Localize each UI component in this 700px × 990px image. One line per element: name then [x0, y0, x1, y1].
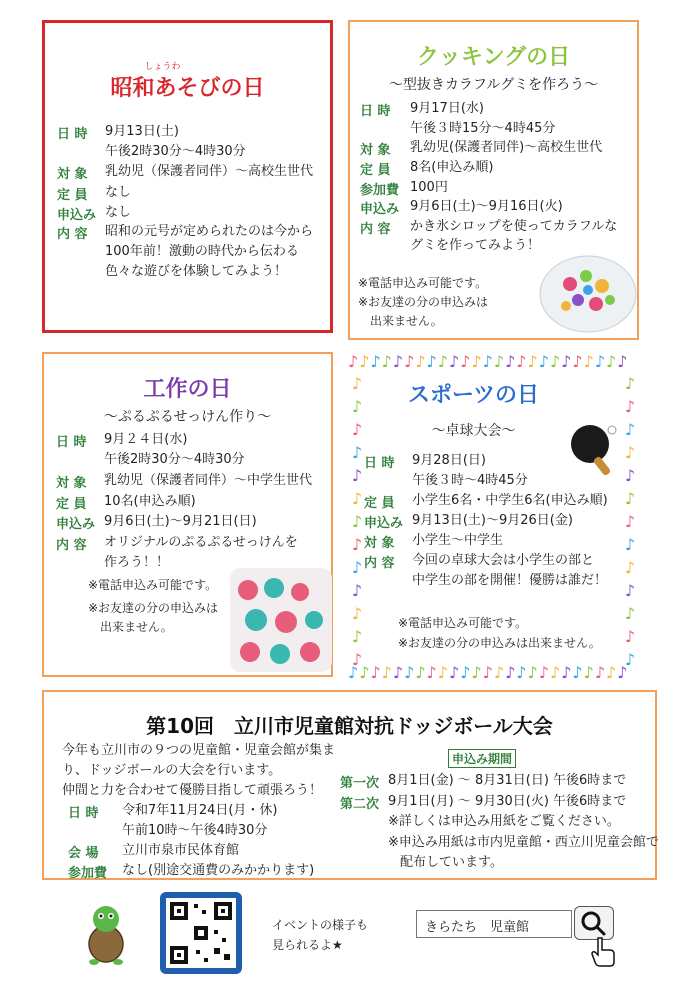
sports-content-line: 今回の卓球大会は小学生の部と [412, 553, 595, 568]
sports-apply: 9月13日(土)～9月26日(金) [412, 513, 573, 528]
dodgeball-round1: 8月1日(金) ～ 8月31日(日) 午後6時まで [388, 773, 627, 788]
dodgeball-time: 午前10時～午後4時30分 [122, 823, 268, 838]
sports-target: 小学生～中学生 [412, 533, 504, 548]
sports-date: 9月28日(日) [412, 453, 486, 468]
craft-label-capacity: 定 員 [56, 497, 87, 512]
cooking-label-capacity: 定 員 [360, 163, 391, 178]
sports-label-content: 内 容 [364, 556, 395, 571]
showa-capacity: なし [105, 185, 132, 200]
dodgeball-fee: なし(別途交通費のみかかります) [122, 863, 315, 878]
showa-label-target: 対 象 [57, 167, 88, 182]
dodgeball-panel [42, 690, 657, 880]
dodgeball-intro-line: り、ドッジボールの大会を行います。 [62, 763, 282, 778]
cooking-apply: 9月6日(土)～9月16日(火) [410, 199, 563, 214]
showa-label-apply: 申込み [57, 208, 97, 223]
showa-time: 午後2時30分～4時30分 [105, 144, 246, 159]
craft-note: 出来ません。 [100, 620, 173, 634]
cooking-fee: 100円 [410, 180, 448, 195]
craft-title: 工作の日 [143, 377, 232, 402]
cooking-content-line: グミを作ってみよう！ [410, 238, 541, 253]
cooking-subtitle: ～型抜きカラフルグミを作ろう～ [388, 77, 599, 93]
cooking-note: ※お友達の分の申込みは [358, 295, 489, 309]
showa-apply: なし [105, 205, 132, 220]
craft-time: 午後2時30分～4時30分 [104, 452, 245, 467]
footer-event-text-line: イベントの様子も [272, 918, 369, 932]
dodgeball-period-label: 申込み期間 [448, 749, 516, 768]
dodgeball-label-datetime: 日 時 [68, 806, 99, 821]
dodgeball-note: ※詳しくは申込み用紙をご覧ください。 [388, 814, 620, 829]
sports-time: 午後３時～4時45分 [412, 473, 528, 488]
dodgeball-label-venue: 会 場 [68, 846, 99, 861]
music-note-border-right: ♪ ♪ ♪ ♪ ♪ ♪ ♪ ♪ ♪ ♪ ♪ ♪ ♪ [624, 374, 636, 669]
pointer-hand-icon [590, 936, 616, 968]
cooking-note: 出来ません。 [370, 314, 443, 328]
sports-label-capacity: 定 員 [364, 496, 395, 511]
dodgeball-round1-label: 第一次 [340, 776, 380, 791]
showa-date: 9月13日(土) [105, 124, 179, 139]
gummy-plate-image [538, 254, 638, 334]
showa-panel [42, 20, 333, 333]
craft-note: ※電話申込み可能です。 [88, 578, 218, 592]
turtle-mascot-icon [84, 904, 128, 968]
search-icon [575, 907, 613, 939]
showa-ruby: しょうわ [144, 62, 181, 72]
sports-capacity: 小学生6名・中学生6名(申込み順) [412, 493, 608, 508]
craft-content-line: 作ろう！！ [104, 555, 170, 570]
cooking-target: 乳幼児(保護者同伴)～高校生世代 [410, 140, 603, 155]
craft-date: 9月２４日(水) [104, 432, 188, 447]
craft-label-content: 内 容 [56, 538, 87, 553]
craft-label-datetime: 日 時 [56, 435, 87, 450]
music-note-border-bottom: ♪♪♪♪♪♪♪♪♪♪♪♪♪♪♪♪♪♪♪♪♪♪♪♪♪ [348, 663, 629, 682]
dodgeball-note: ※申込み用紙は市内児童館・西立川児童会館で [388, 835, 659, 850]
sports-label-target: 対 象 [364, 536, 395, 551]
cooking-time: 午後３時15分～4時45分 [410, 121, 556, 136]
soap-figures-image [230, 568, 332, 672]
sports-title: スポーツの日 [407, 383, 540, 408]
search-box-text: きらたち 児童館 [425, 920, 530, 935]
cooking-content-line: かき氷シロップを使ってカラフルな [410, 219, 618, 234]
cooking-panel [348, 20, 639, 340]
craft-apply: 9月6日(土)～9月21日(日) [104, 514, 257, 529]
craft-content-line: オリジナルのぷるぷるせっけんを [104, 535, 298, 550]
sports-label-datetime: 日 時 [364, 456, 395, 471]
showa-label-capacity: 定 員 [57, 188, 88, 203]
dodgeball-note: 配布しています。 [400, 855, 503, 870]
sports-note: ※お友達の分の申込みは出来ません。 [398, 636, 601, 650]
craft-label-target: 対 象 [56, 476, 87, 491]
sports-note: ※電話申込み可能です。 [398, 616, 528, 630]
search-box[interactable] [416, 910, 572, 938]
cooking-label-apply: 申込み [360, 202, 400, 217]
sports-content-line: 中学生の部を開催！優勝は誰だ！ [412, 573, 608, 588]
showa-target: 乳幼児（保護者同伴）～高校生世代 [105, 164, 314, 179]
showa-content-line: 100年前！激動の時代から伝わる [105, 244, 299, 259]
cooking-label-datetime: 日 時 [360, 104, 391, 119]
dodgeball-title: 第10回 立川市児童館対抗ドッジボール大会 [146, 714, 553, 738]
dodgeball-round2-label: 第二次 [340, 797, 380, 812]
cooking-title: クッキングの日 [416, 45, 571, 70]
craft-panel [42, 352, 333, 677]
dodgeball-label-fee: 参加費 [68, 866, 108, 881]
music-note-border-left: ♪ ♪ ♪ ♪ ♪ ♪ ♪ ♪ ♪ ♪ ♪ ♪ ♪ [351, 374, 363, 669]
cooking-capacity: 8名(申込み順) [410, 160, 494, 175]
craft-target: 乳幼児（保護者同伴）～中学生世代 [104, 473, 313, 488]
cooking-label-fee: 参加費 [360, 183, 400, 198]
sports-panel [348, 352, 639, 682]
cooking-label-content: 内 容 [360, 222, 391, 237]
cooking-note: ※電話申込み可能です。 [358, 276, 488, 290]
showa-label-datetime: 日 時 [57, 127, 88, 142]
cooking-date: 9月17日(水) [410, 101, 484, 116]
showa-content-line: 昭和の元号が定められたのは今から [105, 224, 314, 239]
sports-subtitle: ～卓球大会～ [431, 423, 516, 439]
dodgeball-intro-line: 今年も立川市の９つの児童館・児童会館が集ま [62, 743, 336, 758]
dodgeball-intro-line: 仲間と力を合わせて優勝目指して頑張ろう！ [62, 783, 323, 798]
dodgeball-date: 令和7年11月24日(月・休) [122, 803, 278, 818]
ping-pong-paddle-icon [568, 422, 618, 478]
sports-label-apply: 申込み [364, 516, 404, 531]
dodgeball-round2: 9月1日(月) ～ 9月30日(火) 午後6時まで [388, 794, 627, 809]
showa-title: 昭和あそびの日 [110, 76, 265, 101]
cooking-label-target: 対 象 [360, 143, 391, 158]
showa-content-line: 色々な遊びを体験してみよう！ [105, 264, 288, 279]
qr-code-icon[interactable] [160, 892, 242, 974]
footer-event-text-line: 見られるよ★ [272, 938, 343, 952]
dodgeball-venue: 立川市泉市民体育館 [122, 843, 240, 858]
search-button[interactable] [574, 906, 614, 940]
music-note-border-top: ♪♪♪♪♪♪♪♪♪♪♪♪♪♪♪♪♪♪♪♪♪♪♪♪♪ [348, 352, 629, 371]
craft-label-apply: 申込み [56, 517, 96, 532]
showa-label-content: 内 容 [57, 227, 88, 242]
craft-note: ※お友達の分の申込みは [88, 601, 219, 615]
craft-subtitle: ～ぷるぷるせっけん作り～ [103, 409, 272, 425]
craft-capacity: 10名(申込み順) [104, 494, 196, 509]
